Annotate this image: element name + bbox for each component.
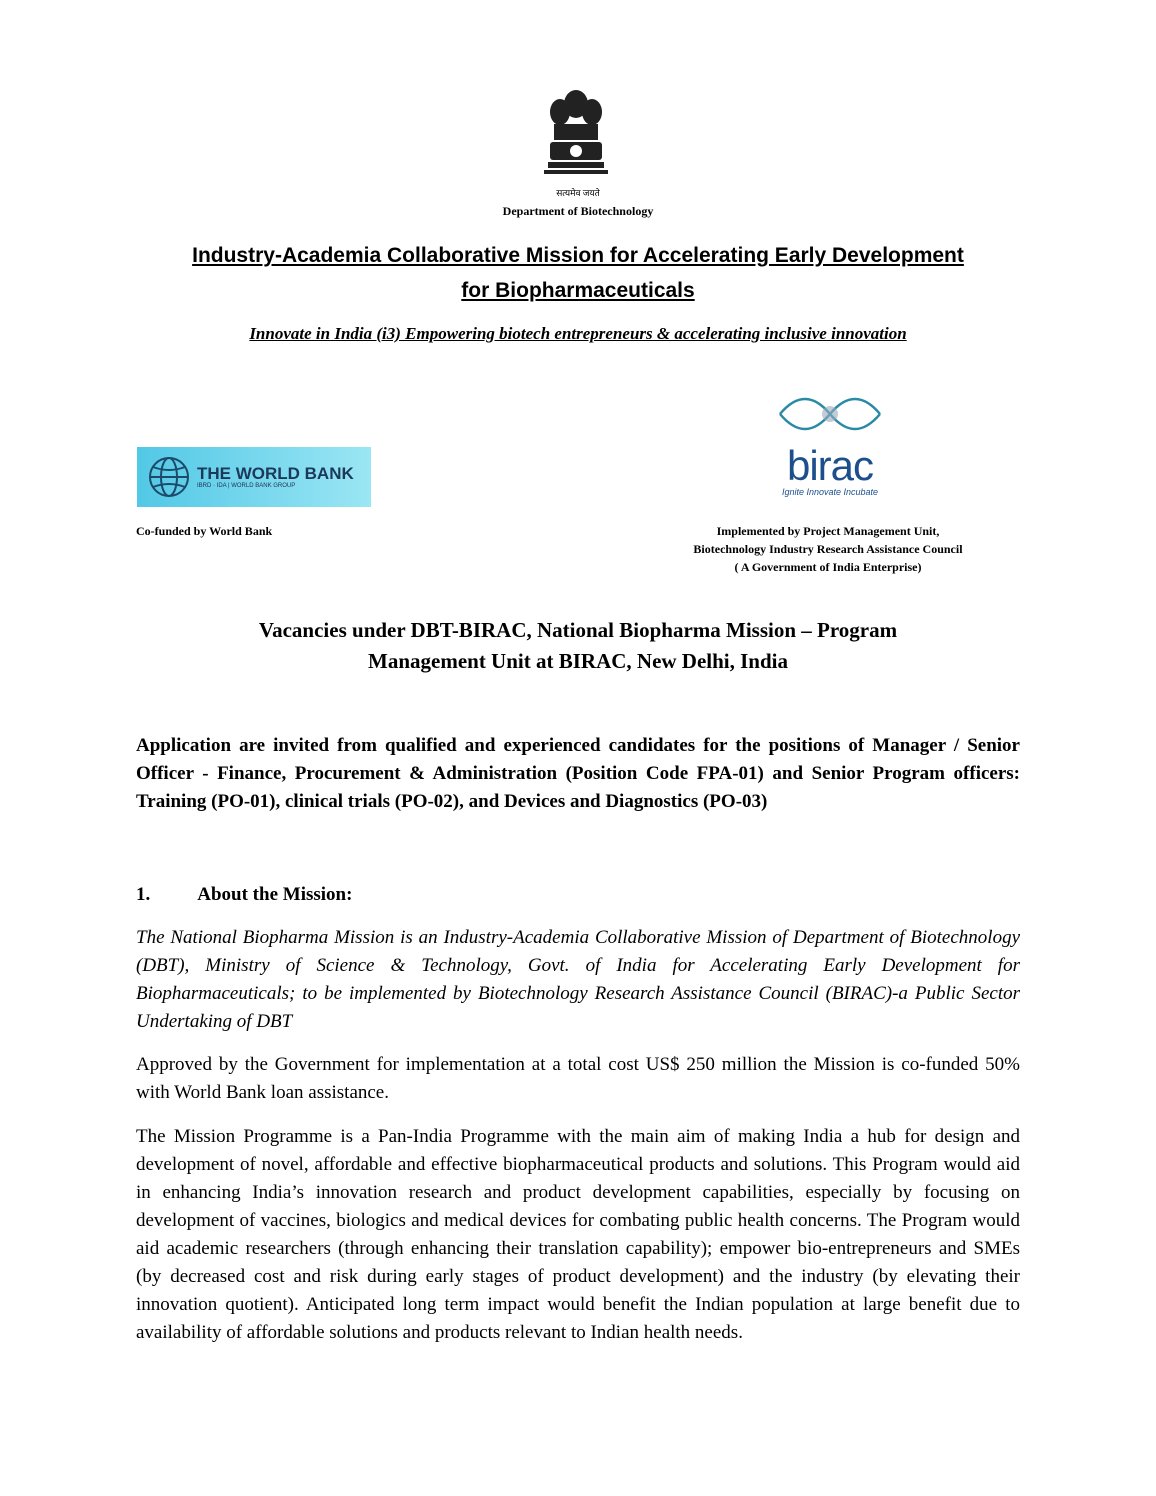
intro-paragraph: Application are invited from qualified and experienced candidates for the positions of Manager / Senior Officer - Finance, Procurement & Administration (Position Code FPA-01) and Senior Program officers: Training (PO-01), clinical trials (PO-02), and Devices and Diagnostics (PO-03) (136, 735, 1020, 812)
world-bank-name: THE WORLD BANK (197, 464, 354, 483)
mission-description: The National Biopharma Mission is an Industry-Academia Collaborative Mission of Department of Biotechnology (DBT), Ministry of Science & Technology, Govt. of India for Accelerating Early Development for Biopharmaceuticals; to be implemented by Biotechnology Research Assistance Council (BIRAC)-a Public Sector Undertaking of DBT (136, 927, 1020, 1032)
caption-line: ( A Government of India Enterprise) (734, 560, 922, 574)
heading-line-2: Management Unit at BIRAC, New Delhi, India (368, 649, 788, 673)
caption-line: Biotechnology Industry Research Assistance Council (693, 542, 963, 556)
heading-line-1: Vacancies under DBT-BIRAC, National Biopharma Mission – Program (258, 618, 898, 642)
birac-logo (770, 388, 890, 497)
vacancy-heading (0, 615, 1156, 677)
section-title: About the Mission: (197, 884, 353, 905)
world-bank-group: IBRD · IDA | WORLD BANK GROUP (197, 483, 296, 489)
section-heading (136, 881, 1020, 909)
world-bank-caption: Co-funded by World Bank (136, 524, 273, 538)
birac-tagline: Ignite Innovate Incubate (781, 487, 879, 497)
birac-caption (656, 522, 1000, 576)
birac-wordmark: birac (786, 442, 874, 489)
mission-subtitle: Innovate in India (i3) Empowering biotech entrepreneurs & accelerating inclusive innovation (249, 324, 907, 343)
title-line-1: Industry-Academia Collaborative Mission for Accelerating Early Development (192, 244, 964, 267)
caption-line: Implemented by Project Management Unit, (716, 524, 940, 538)
section-number: 1. (136, 884, 151, 905)
dna-handshake-icon (775, 388, 885, 440)
world-bank-logo (137, 447, 371, 507)
department-name: Department of Biotechnology (502, 204, 654, 218)
programme-paragraph: The Mission Programme is a Pan-India Programme with the main aim of making India a hub for design and development of novel, affordable and effective biopharmaceutical products and solutions. This Program would aid in enhancing India’s innovation research and product development capabilities, especially by focusing on development of vaccines, biologics and medical devices for combating public health concerns. The Program would aid academic researchers (through enhancing their translation capability); empower bio-entrepreneurs and SMEs (by decreased cost and risk during early stages of product development) and the industry (by elevating their innovation quotient). Anticipated long term impact would benefit the Indian population at large benefit due to availability of affordable solutions and products relevant to Indian health needs. (136, 1126, 1020, 1343)
title-line-2: for Biopharmaceuticals (461, 279, 695, 302)
emblem-motto: सत्यमेव जयते (556, 188, 600, 198)
funding-paragraph: Approved by the Government for implementation at a total cost US$ 250 million the Mission is co-funded 50% with World Bank loan assistance. (136, 1054, 1020, 1103)
mission-title (0, 238, 1156, 308)
globe-icon (147, 455, 191, 499)
national-emblem-icon (540, 82, 612, 184)
